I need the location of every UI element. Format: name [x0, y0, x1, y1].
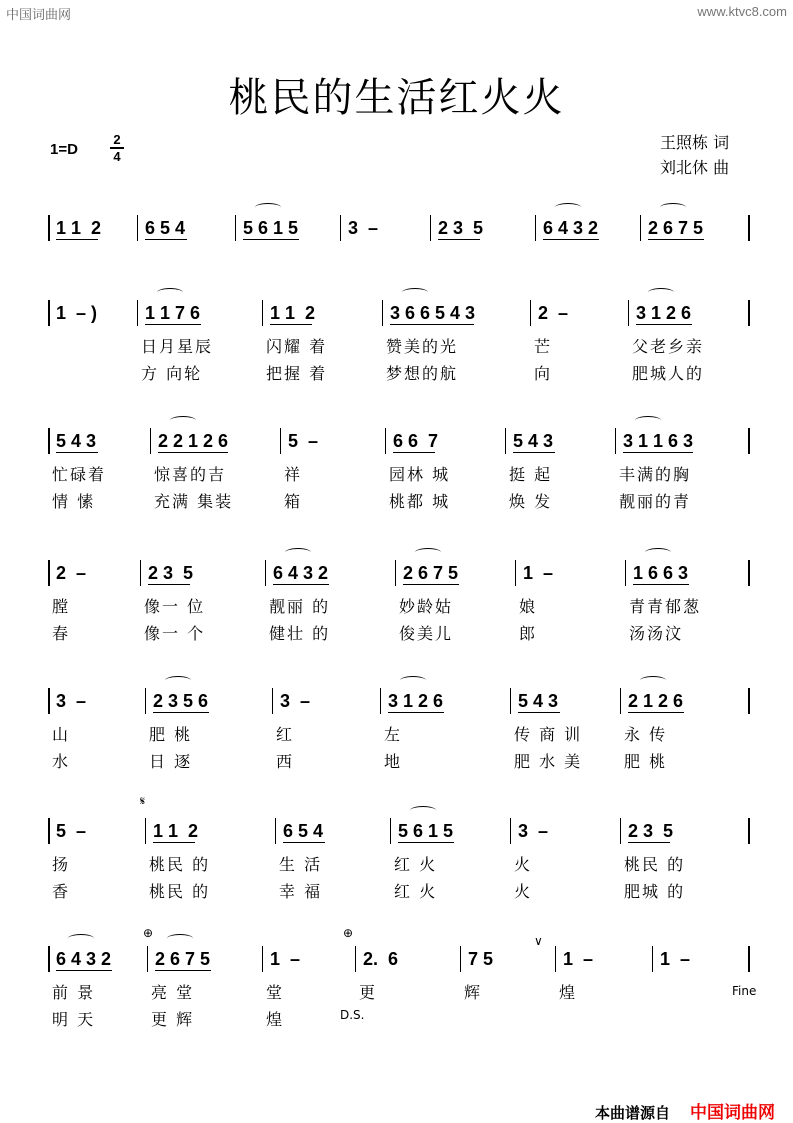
footer-source	[595, 1098, 775, 1123]
barline	[390, 818, 391, 844]
slur-mark	[165, 676, 191, 685]
measure-notes: 2 6 7 5	[155, 949, 211, 969]
lyric-verse2: 肥城人的	[632, 364, 705, 383]
measure-notes: 5 4 3	[518, 691, 559, 711]
lyric-verse1: 赞美的光	[386, 337, 459, 356]
coda-mark: ⊕	[343, 926, 354, 940]
barline	[235, 215, 236, 241]
barline	[382, 300, 383, 326]
fermata-mark: ∨	[534, 934, 543, 948]
measure-notes: 1 1 7 6	[145, 303, 201, 323]
barline	[48, 946, 50, 972]
measure-notes: 1 1 2	[270, 303, 316, 323]
beam-line	[438, 239, 480, 240]
barline	[430, 215, 431, 241]
lyric-verse1: 扬	[52, 855, 71, 874]
beam-line	[636, 324, 692, 325]
barline	[748, 428, 750, 454]
beam-line	[543, 239, 599, 240]
barline	[147, 946, 148, 972]
lyric-verse1: 左	[384, 725, 403, 744]
beam-line	[158, 452, 228, 453]
barline	[460, 946, 461, 972]
measure-notes: 2 6 7 5	[403, 563, 459, 583]
barline	[48, 300, 50, 326]
barline	[555, 946, 556, 972]
beam-line	[633, 584, 689, 585]
barline	[620, 688, 621, 714]
slur-mark	[648, 288, 674, 297]
slur-mark	[170, 416, 196, 425]
barline	[280, 428, 281, 454]
measure-notes: 6 4 3 2	[273, 563, 329, 583]
slur-mark	[402, 288, 428, 297]
score-system	[0, 428, 793, 548]
lyric-verse2: 俊美儿	[399, 624, 454, 643]
slur-mark	[285, 548, 311, 557]
score-system	[0, 946, 793, 1066]
beam-line	[243, 239, 299, 240]
barline	[48, 688, 50, 714]
slur-mark	[167, 934, 193, 943]
measure-notes: 2 3 5	[438, 218, 484, 238]
barline	[380, 688, 381, 714]
lyric-verse2: 情 愫	[52, 492, 96, 511]
score-system	[0, 560, 793, 680]
measure-notes: 2. 6	[363, 949, 399, 969]
lyric-verse2: 红 火	[394, 882, 438, 901]
lyric-verse2: 肥 水 美	[514, 752, 583, 771]
lyric-verse1: 堂	[266, 983, 285, 1002]
lyric-verse1: 传 商 训	[514, 725, 583, 744]
beam-line	[155, 970, 211, 971]
barline	[535, 215, 536, 241]
barline	[150, 428, 151, 454]
lyric-verse2: 肥城 的	[624, 882, 686, 901]
lyric-verse1: 红 火	[394, 855, 438, 874]
lyric-verse2: 香	[52, 882, 71, 901]
barline	[48, 560, 50, 586]
barline	[748, 946, 750, 972]
lyric-verse2: 肥 桃	[624, 752, 668, 771]
beam-line	[623, 452, 693, 453]
lyric-verse2: 更 辉	[151, 1010, 195, 1029]
barline	[355, 946, 356, 972]
barline	[748, 215, 750, 241]
beam-line	[390, 324, 474, 325]
measure-notes: 5 –	[56, 821, 87, 841]
measure-notes: 5 6 1 5	[243, 218, 299, 238]
beam-line	[513, 452, 555, 453]
barline	[515, 560, 516, 586]
score-system	[0, 300, 793, 420]
barline	[140, 560, 141, 586]
beam-line	[283, 842, 325, 843]
measure-notes: 6 5 4	[283, 821, 324, 841]
score-system	[0, 818, 793, 938]
measure-notes: 6 6 7	[393, 431, 439, 451]
beam-line	[388, 712, 444, 713]
footer-site: 中国词曲网	[690, 1103, 775, 1123]
lyric-verse2: 焕 发	[509, 492, 553, 511]
barline	[145, 688, 146, 714]
barline	[748, 560, 750, 586]
footer-label: 本曲谱源自	[594, 1104, 670, 1122]
measure-notes: 1 –	[660, 949, 691, 969]
beam-line	[270, 324, 312, 325]
barline	[395, 560, 396, 586]
measure-notes: 2 2 1 2 6	[158, 431, 229, 451]
lyricist-credit: 王照栋 词	[660, 133, 730, 152]
lyric-verse1: 闪耀 着	[266, 337, 328, 356]
lyric-verse2: 水	[52, 752, 71, 771]
slur-mark	[157, 288, 183, 297]
measure-notes: 2 –	[538, 303, 569, 323]
lyric-verse1: 前 景	[52, 983, 96, 1002]
beam-line	[518, 712, 560, 713]
barline	[510, 818, 511, 844]
barline	[262, 300, 263, 326]
measure-notes: 3 –	[56, 691, 87, 711]
beam-line	[403, 584, 459, 585]
watermark-left: 中国词曲网	[6, 7, 72, 22]
beam-line	[393, 452, 435, 453]
lyric-verse2: 充满 集装	[154, 492, 234, 511]
measure-notes: 3 –	[280, 691, 311, 711]
time-signature-bottom: 4	[113, 149, 121, 164]
watermark-right: www.ktvc8.com	[697, 4, 787, 19]
measure-notes: 1 – )	[56, 303, 98, 323]
lyric-verse2: 西	[276, 752, 295, 771]
segno-mark: 𝄋	[140, 794, 146, 808]
lyric-verse1: 惊喜的吉	[154, 465, 227, 484]
measure-notes: 3 –	[348, 218, 379, 238]
measure-notes: 1 –	[270, 949, 301, 969]
lyric-verse1: 妙龄姑	[399, 597, 454, 616]
lyric-verse1: 膛	[52, 597, 71, 616]
slur-mark	[255, 203, 281, 212]
lyric-verse1: 青青郁葱	[629, 597, 702, 616]
measure-notes: 2 –	[56, 563, 87, 583]
lyric-verse2: 幸 福	[279, 882, 323, 901]
measure-notes: 7 5	[468, 949, 494, 969]
barline	[137, 215, 138, 241]
barline	[640, 215, 641, 241]
measure-notes: 2 1 2 6	[628, 691, 684, 711]
barline	[510, 688, 511, 714]
lyric-verse2: 春	[52, 624, 71, 643]
lyric-verse1: 亮 堂	[151, 983, 195, 1002]
measure-notes: 1 6 6 3	[633, 563, 689, 583]
lyric-verse1: 更	[359, 983, 378, 1002]
lyric-verse2: 桃民 的	[149, 882, 211, 901]
lyric-verse1: 丰满的胸	[619, 465, 692, 484]
measure-notes: 5 –	[288, 431, 319, 451]
barline	[530, 300, 531, 326]
beam-line	[56, 970, 112, 971]
lyric-verse1: 像一 位	[144, 597, 206, 616]
lyric-verse2: 箱	[284, 492, 303, 511]
lyric-verse2: 地	[384, 752, 403, 771]
beam-line	[398, 842, 454, 843]
lyric-verse1: 园林 城	[389, 465, 451, 484]
barline	[145, 818, 146, 844]
lyric-verse1: 桃民 的	[624, 855, 686, 874]
measure-notes: 3 6 6 5 4 3	[390, 303, 476, 323]
measure-notes: 3 1 2 6	[636, 303, 692, 323]
measure-notes: 3 –	[518, 821, 549, 841]
barline	[48, 818, 50, 844]
lyric-verse1: 山	[52, 725, 71, 744]
lyric-verse1: 红	[276, 725, 295, 744]
barline	[340, 215, 341, 241]
lyric-verse1: 辉	[464, 983, 483, 1002]
beam-line	[628, 842, 670, 843]
lyric-verse1: 靓丽 的	[269, 597, 331, 616]
barline	[620, 818, 621, 844]
song-title: 桃民的生活红火火	[228, 75, 565, 121]
slur-mark	[640, 676, 666, 685]
slur-mark	[635, 416, 661, 425]
time-signature-top: 2	[113, 132, 121, 147]
slur-mark	[645, 548, 671, 557]
barline	[625, 560, 626, 586]
beam-line	[648, 239, 704, 240]
measure-notes: 5 6 1 5	[398, 821, 454, 841]
time-signature	[110, 133, 124, 163]
lyric-verse1: 挺 起	[509, 465, 553, 484]
lyric-verse2: 煌	[266, 1010, 285, 1029]
barline	[385, 428, 386, 454]
lyric-verse1: 永 传	[624, 725, 668, 744]
measure-notes: 2 3 5	[628, 821, 674, 841]
lyric-verse2: 明 天	[52, 1010, 96, 1029]
beam-line	[273, 584, 329, 585]
beam-line	[145, 324, 201, 325]
barline	[137, 300, 138, 326]
barline	[748, 688, 750, 714]
measure-notes: 1 –	[563, 949, 594, 969]
slur-mark	[410, 806, 436, 815]
beam-line	[153, 842, 195, 843]
fine-mark: Fine	[732, 984, 757, 998]
measure-notes: 1 –	[523, 563, 554, 583]
lyric-verse2: 火	[514, 882, 533, 901]
lyric-verse2: 梦想的航	[386, 364, 459, 383]
score-system	[0, 688, 793, 808]
lyric-verse1: 祥	[284, 465, 303, 484]
slur-mark	[555, 203, 581, 212]
slur-mark	[68, 934, 94, 943]
measure-notes: 1 1 2	[153, 821, 199, 841]
lyric-verse1: 肥 桃	[149, 725, 193, 744]
measure-notes: 5 4 3	[56, 431, 97, 451]
coda-mark: ⊕	[143, 926, 154, 940]
measure-notes: 6 4 3 2	[543, 218, 599, 238]
slur-mark	[400, 676, 426, 685]
lyric-verse2: 像一 个	[144, 624, 206, 643]
lyric-verse1: 父老乡亲	[632, 337, 705, 356]
lyric-verse2: 汤汤汶	[629, 624, 684, 643]
lyric-verse2: 向	[534, 364, 553, 383]
measure-notes: 5 4 3	[513, 431, 554, 451]
barline	[748, 300, 750, 326]
measure-notes: 1 1 2	[56, 218, 102, 238]
measure-notes: 3 1 2 6	[388, 691, 444, 711]
barline	[262, 946, 263, 972]
lyric-verse2: 桃都 城	[389, 492, 451, 511]
barline	[275, 818, 276, 844]
beam-line	[148, 584, 190, 585]
lyric-verse2: 方 向轮	[141, 364, 203, 383]
barline	[652, 946, 653, 972]
composer-credit: 刘北休 曲	[660, 158, 730, 177]
lyric-verse1: 芒	[534, 337, 553, 356]
lyric-verse1: 煌	[559, 983, 578, 1002]
beam-line	[56, 239, 98, 240]
barline	[272, 688, 273, 714]
key-signature: 1=D	[50, 141, 78, 158]
barline	[615, 428, 616, 454]
lyric-verse2: 靓丽的青	[619, 492, 692, 511]
ds-mark: D.S.	[340, 1008, 365, 1022]
measure-notes: 6 5 4	[145, 218, 186, 238]
slur-mark	[415, 548, 441, 557]
lyric-verse2: 健壮 的	[269, 624, 331, 643]
lyric-verse2: 郎	[519, 624, 538, 643]
barline	[48, 428, 50, 454]
measure-notes: 6 4 3 2	[56, 949, 112, 969]
measure-notes: 2 6 7 5	[648, 218, 704, 238]
lyric-verse1: 忙碌着	[52, 465, 107, 484]
lyric-verse1: 日月星辰	[141, 337, 214, 356]
lyric-verse2: 日 逐	[149, 752, 193, 771]
measure-notes: 2 3 5	[148, 563, 194, 583]
lyric-verse1: 火	[514, 855, 533, 874]
lyric-verse1: 娘	[519, 597, 538, 616]
beam-line	[56, 452, 98, 453]
measure-notes: 2 3 5 6	[153, 691, 209, 711]
lyric-verse1: 桃民 的	[149, 855, 211, 874]
barline	[48, 215, 50, 241]
barline	[628, 300, 629, 326]
barline	[748, 818, 750, 844]
slur-mark	[660, 203, 686, 212]
lyric-verse1: 生 活	[279, 855, 323, 874]
barline	[265, 560, 266, 586]
measure-notes: 3 1 1 6 3	[623, 431, 694, 451]
beam-line	[145, 239, 187, 240]
barline	[505, 428, 506, 454]
beam-line	[628, 712, 684, 713]
lyric-verse2: 把握 着	[266, 364, 328, 383]
beam-line	[153, 712, 209, 713]
